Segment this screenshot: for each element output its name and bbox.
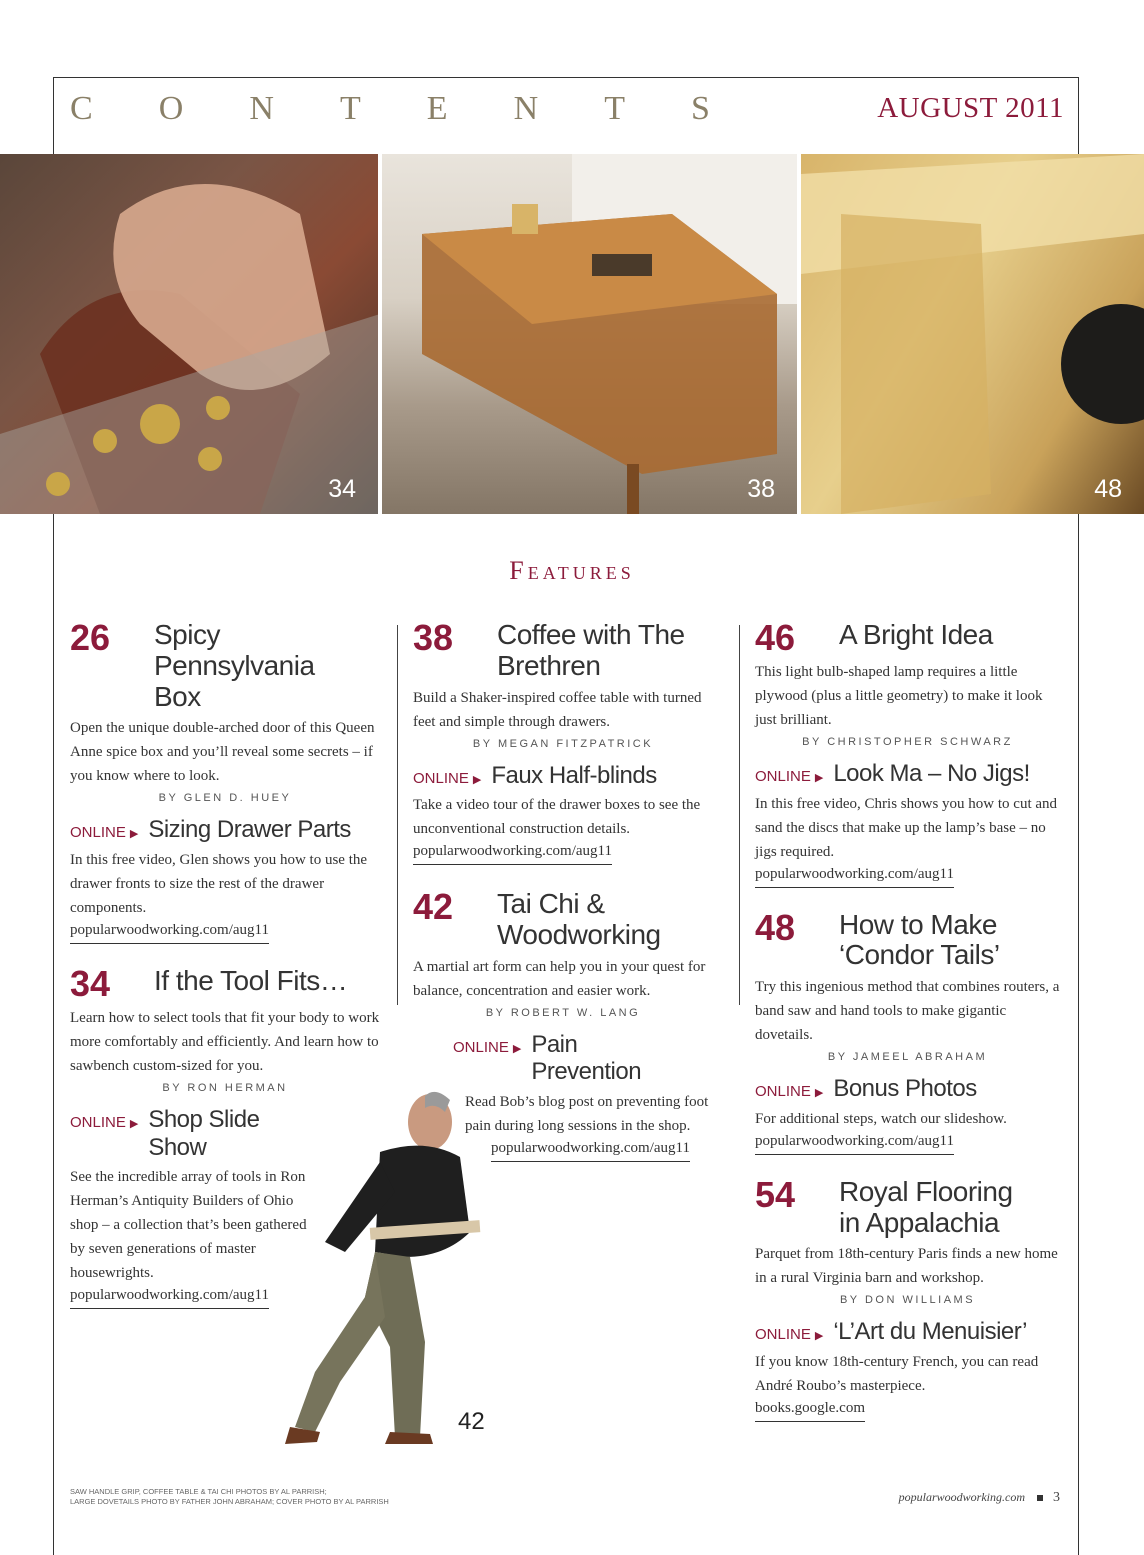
- photo-woodworker[interactable]: [285, 1082, 485, 1462]
- feature-article: [755, 906, 1060, 1155]
- contents-letter: T: [604, 90, 625, 127]
- contents-heading: [70, 90, 710, 128]
- online-link[interactable]: popularwoodworking.com/aug11: [70, 1287, 269, 1309]
- online-label: ONLINE: [413, 769, 469, 787]
- online-link[interactable]: popularwoodworking.com/aug11: [413, 843, 612, 865]
- feature-article: [755, 1173, 1060, 1422]
- right-column: [755, 617, 1060, 1436]
- online-link[interactable]: books.google.com: [755, 1400, 865, 1422]
- feature-description: Build a Shaker-inspired coffee table with turned feet and simple through drawers.: [413, 689, 702, 730]
- contents-letter: N: [249, 90, 274, 127]
- features-heading: Features: [509, 556, 635, 585]
- feature-page-number: 54: [755, 1173, 796, 1215]
- online-label: ONLINE: [70, 824, 126, 842]
- byline: BY MEGAN FITZPATRICK: [472, 737, 654, 750]
- feature-article: [755, 617, 1060, 888]
- contents-letter: E: [426, 90, 448, 127]
- feature-title[interactable]: If the Tool Fits…: [154, 964, 348, 996]
- feature-description: Open the unique double-arched door of this Queen Anne spice box and you’ll reveal some secrets – if you know where to look.: [70, 720, 375, 785]
- contents-letter: N: [513, 90, 539, 127]
- play-arrow-icon: ▶: [472, 773, 482, 786]
- online-description: In this free video, Chris shows you how to cut and sand the discs that make up the lamp’s base – no jigs required.: [755, 795, 1058, 860]
- feature-page-number: 34: [70, 962, 111, 1004]
- online-title[interactable]: Pain Prevention: [531, 1030, 642, 1086]
- online-extra: [755, 760, 1060, 888]
- page-footer: [899, 1490, 1060, 1506]
- play-arrow-icon: ▶: [129, 828, 139, 841]
- online-extra: [70, 816, 380, 944]
- feature-description: This light bulb-shaped lamp requires a little plywood (plus a little geometry) to make it look just brilliant.: [755, 664, 1043, 728]
- credit-line: LARGE DOVETAILS PHOTO BY FATHER JOHN ABRAHAM; COVER PHOTO BY AL PARRISH: [70, 1497, 389, 1506]
- online-extra: [453, 1031, 713, 1162]
- feature-title[interactable]: Coffee with The Brethren: [497, 619, 685, 681]
- online-description: If you know 18th-century French, you can read André Roubo’s masterpiece.: [755, 1353, 1039, 1394]
- contents-letter: C: [70, 90, 93, 127]
- online-extra: [755, 1318, 1060, 1422]
- feature-description: Try this ingenious method that combines routers, a band saw and hand tools to make gigantic dovetails.: [755, 979, 1060, 1044]
- column-divider: [397, 625, 398, 1005]
- credit-line: SAW HANDLE GRIP, COFFEE TABLE & TAI CHI PHOTOS BY AL PARRISH;: [70, 1487, 327, 1496]
- feature-title[interactable]: Spicy Pennsylvania Box: [154, 619, 315, 712]
- online-title[interactable]: ‘L’Art du Menuisier’: [833, 1318, 1027, 1346]
- issue-date: AUGUST 2011: [877, 92, 1064, 124]
- square-bullet-icon: [1037, 1495, 1043, 1501]
- photo-page-number: 48: [1094, 475, 1122, 503]
- column-divider: [739, 625, 740, 1005]
- feature-description: Learn how to select tools that fit your body to work more comfortably and efficiently. And learn how to sawbench custom-sized for you.: [70, 1009, 380, 1074]
- online-extra: [755, 1075, 1060, 1155]
- photo-credits: [70, 1487, 389, 1507]
- feature-page-number: 26: [70, 617, 111, 658]
- contents-letter: T: [339, 90, 361, 127]
- feature-page-number: 46: [755, 617, 796, 658]
- online-label: ONLINE: [70, 1113, 126, 1131]
- feature-article: [70, 617, 380, 944]
- feature-title[interactable]: A Bright Idea: [839, 619, 993, 650]
- photo-page-number: 42: [458, 1408, 485, 1435]
- contents-letter: S: [691, 90, 710, 127]
- byline: BY DON WILLIAMS: [839, 1294, 976, 1307]
- play-arrow-icon: ▶: [129, 1117, 139, 1130]
- feature-page-number: 48: [755, 906, 796, 948]
- feature-description: Parquet from 18th-century Paris finds a new home in a rural Virginia barn and workshop.: [755, 1246, 1058, 1287]
- online-label: ONLINE: [755, 1083, 811, 1101]
- photo-saw-handle[interactable]: [0, 154, 378, 514]
- online-description: Take a video tour of the drawer boxes to see the unconventional construction details.: [413, 797, 701, 838]
- online-title[interactable]: Shop Slide Show: [148, 1105, 260, 1161]
- feature-page-number: 38: [413, 617, 454, 658]
- online-description: See the incredible array of tools in Ron Herman’s Antiquity Builders of Ohio shop – a collection that’s been gathered by seven generations of master housewrights.: [70, 1169, 307, 1282]
- feature-title[interactable]: Royal Flooring in Appalachia: [839, 1175, 1013, 1238]
- footer-site[interactable]: popularwoodworking.com: [898, 1490, 1025, 1504]
- play-arrow-icon: ▶: [814, 1087, 824, 1100]
- byline: BY GLEN D. HUEY: [158, 792, 292, 805]
- online-title[interactable]: Bonus Photos: [833, 1075, 977, 1103]
- saw-handle-illustration: [0, 154, 378, 514]
- byline: BY ROBERT W. LANG: [485, 1006, 641, 1019]
- online-label: ONLINE: [755, 1326, 811, 1344]
- byline: BY RON HERMAN: [162, 1081, 288, 1094]
- photo-coffee-table[interactable]: [382, 154, 797, 514]
- coffee-table-illustration: [382, 154, 797, 514]
- feature-title[interactable]: Tai Chi & Woodworking: [497, 888, 661, 950]
- online-title[interactable]: Faux Half-blinds: [491, 761, 657, 789]
- photo-dovetail[interactable]: [801, 154, 1144, 514]
- dovetail-illustration: [801, 154, 1144, 514]
- online-description: In this free video, Glen shows you how to use the drawer fronts to size the rest of the drawer components.: [70, 851, 368, 916]
- online-link[interactable]: popularwoodworking.com/aug11: [755, 866, 954, 888]
- online-label: ONLINE: [755, 768, 811, 785]
- feature-page-number: 42: [413, 886, 454, 928]
- contents-letter: O: [158, 90, 184, 127]
- byline: BY JAMEEL ABRAHAM: [827, 1051, 988, 1064]
- photo-page-number: 34: [328, 475, 356, 503]
- page-number: 3: [1053, 1490, 1060, 1505]
- photo-page-number: 38: [747, 475, 775, 503]
- online-link[interactable]: popularwoodworking.com/aug11: [755, 1133, 954, 1155]
- play-arrow-icon: ▶: [814, 772, 824, 784]
- online-link[interactable]: popularwoodworking.com/aug11: [70, 922, 269, 944]
- play-arrow-icon: ▶: [814, 1330, 824, 1343]
- byline: BY CHRISTOPHER SCHWARZ: [802, 736, 1013, 748]
- feature-title[interactable]: How to Make ‘Condor Tails’: [839, 908, 1000, 971]
- feature-description: A martial art form can help you in your quest for balance, concentration and easier work.: [413, 958, 706, 999]
- online-link[interactable]: popularwoodworking.com/aug11: [491, 1140, 690, 1162]
- online-title[interactable]: Look Ma – No Jigs!: [833, 760, 1030, 787]
- online-extra: [413, 762, 713, 866]
- online-title[interactable]: Sizing Drawer Parts: [148, 816, 351, 844]
- play-arrow-icon: ▶: [512, 1042, 522, 1055]
- feature-article: [413, 617, 713, 865]
- online-label: ONLINE: [453, 1038, 509, 1056]
- online-description: Read Bob’s blog post on preventing foot pain during long sessions in the shop.: [465, 1093, 709, 1134]
- online-description: For additional steps, watch our slideshow.: [755, 1110, 1007, 1127]
